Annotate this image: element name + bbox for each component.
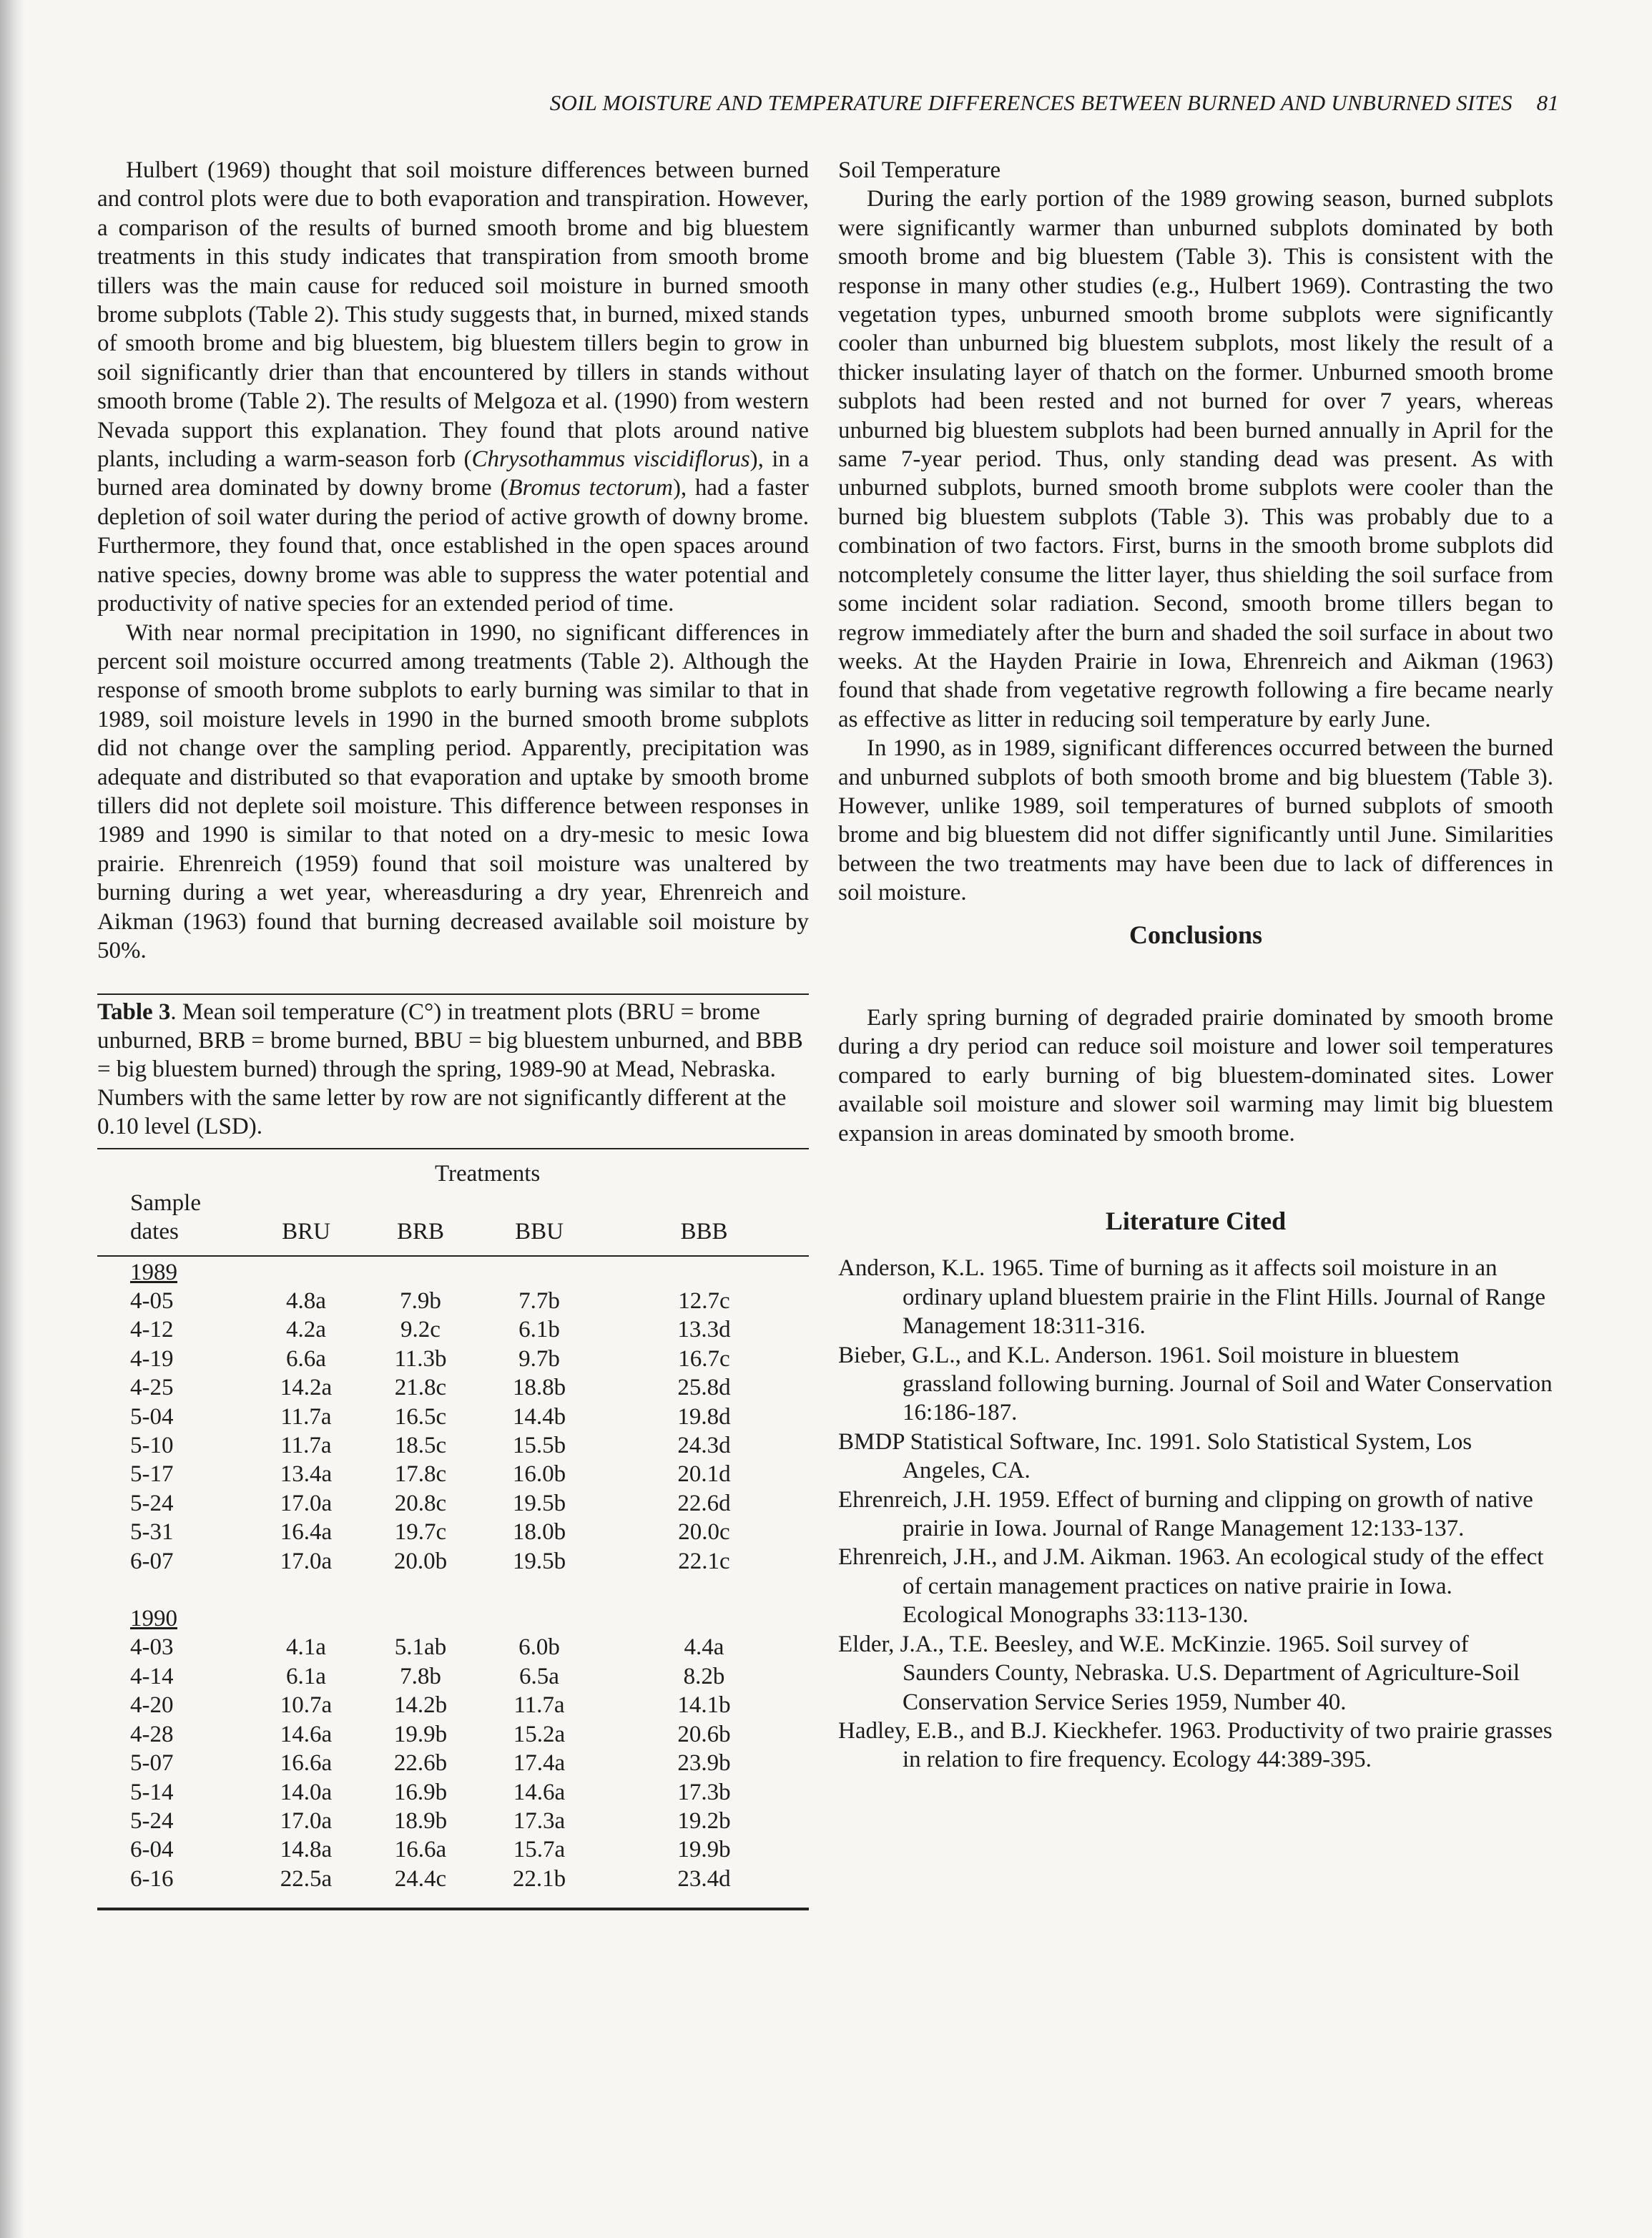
sample-date-cell: 4-14 [130, 1663, 174, 1689]
temperature-cell: 22.1c [678, 1548, 730, 1574]
temperature-cell: 20.6b [677, 1721, 731, 1747]
temperature-cell: 6.5a [519, 1663, 559, 1689]
temperature-cell: 13.4a [280, 1461, 333, 1488]
sample-date-cell: 5-24 [130, 1807, 174, 1834]
sample-date-cell: 5-07 [130, 1750, 174, 1777]
left-column [97, 156, 809, 1910]
temperature-cell: 12.7c [678, 1288, 730, 1314]
temperature-cell: 13.3d [677, 1317, 731, 1343]
temperature-cell: 11.7a [280, 1403, 332, 1430]
year-1989-label: 1989 [130, 1259, 177, 1285]
temperature-cell: 14.1b [677, 1692, 731, 1719]
temperature-cell: 14.4b [512, 1403, 566, 1430]
temperature-cell: 14.6a [513, 1779, 566, 1805]
sample-date-cell: 5-14 [130, 1779, 174, 1805]
table-3 [97, 1149, 809, 1908]
sample-date-cell: 4-19 [130, 1345, 174, 1372]
left-paragraph-2: With near normal precipitation in 1990, no significant differences in percent soil moisture occurred among treatments (Table 2). Although the response of smooth brome subplots to early burning was similar to that in 1989, soil moisture levels in 1990 in the burned smooth brome subplots did not change over the sampling period. Apparently, precipitation was adequate and distributed so that evaporation and uptake by smooth brome tillers did not deplete soil moisture. This difference between responses in 1989 and 1990 is similar to that noted on a dry-mesic to mesic Iowa prairie. Ehrenreich (1959) found that soil moisture was unaltered by burning during a wet year, whereasduring a dry year, Ehrenreich and Aikman (1963) found that burning decreased available soil moisture by 50%. [97, 619, 809, 963]
col-header-bru: BRU [282, 1219, 330, 1245]
page-number: 81 [1536, 90, 1559, 115]
temperature-cell: 11.7a [280, 1433, 332, 1459]
temperature-cell: 18.8b [512, 1375, 566, 1401]
temperature-cell: 9.2c [400, 1317, 441, 1343]
sample-date-cell: 5-17 [130, 1461, 174, 1488]
temperature-cell: 22.6d [677, 1490, 731, 1516]
temperature-cell: 16.5c [394, 1403, 447, 1430]
temperature-cell: 6.1b [518, 1317, 560, 1343]
table-row [97, 1720, 809, 1749]
temperature-cell: 19.2b [677, 1807, 731, 1834]
temperature-cell: 10.7a [280, 1692, 333, 1719]
col-header-brb: BRB [396, 1219, 445, 1245]
temperature-cell: 18.0b [512, 1519, 566, 1546]
temperature-cell: 7.8b [400, 1663, 441, 1689]
reference-item: Hadley, E.B., and B.J. Kieckhefer. 1963. Productivity of two prairie grasses in relation to fire frequency. Ecology 44:389-395. [838, 1717, 1553, 1773]
temperature-cell: 8.2b [683, 1663, 725, 1689]
table-row [97, 1865, 809, 1893]
sample-date-cell: 6-07 [130, 1548, 174, 1574]
temperature-cell: 19.5b [512, 1490, 566, 1516]
running-title: SOIL MOISTURE AND TEMPERATURE DIFFERENCES BETWEEN BURNED AND UNBURNED SITES [549, 90, 1513, 115]
sample-date-cell: 4-20 [130, 1692, 174, 1719]
year-1990-label: 1990 [130, 1606, 177, 1632]
conclusions-paragraph: Early spring burning of degraded prairie dominated by smooth brome during a dry period can reduce soil moisture and lower soil temperatures compared to early burning of big bluestem-dominated sites. Lower available soil moisture and slower soil warming may limit big bluestem expansion in areas dominated by smooth brome. [838, 1004, 1553, 1147]
temperature-cell: 18.9b [393, 1807, 448, 1834]
sample-date-cell: 6-16 [130, 1865, 174, 1892]
table-row [97, 1460, 809, 1488]
sample-date-cell: 5-04 [130, 1403, 174, 1430]
stub-header-1: Sample [130, 1189, 201, 1216]
sample-date-cell: 6-04 [130, 1837, 174, 1863]
reference-item: Bieber, G.L., and K.L. Anderson. 1961. Soil moisture in bluestem grassland following burning. Journal of Soil and Water Conservation 16:186-187. [838, 1342, 1553, 1426]
temperature-cell: 21.8c [394, 1375, 447, 1401]
conclusions-heading: Conclusions [1129, 920, 1263, 949]
temperature-cell: 4.1a [286, 1634, 326, 1661]
reference-item: Ehrenreich, J.H., and J.M. Aikman. 1963. An ecological study of the effect of certain management practices on native prairie in Iowa. Ecological Monographs 33:113-130. [838, 1544, 1544, 1629]
temperature-cell: 4.8a [286, 1288, 326, 1314]
temperature-cell: 16.6a [280, 1750, 333, 1777]
temperature-cell: 19.7c [394, 1519, 447, 1546]
temperature-cell: 20.0b [393, 1548, 448, 1574]
temperature-cell: 24.3d [677, 1433, 731, 1459]
temperature-cell: 14.2b [393, 1692, 448, 1719]
col-header-bbb: BBB [680, 1219, 728, 1245]
temperature-cell: 5.1ab [394, 1634, 447, 1661]
temperature-cell: 14.8a [280, 1837, 333, 1863]
table-row [97, 1662, 809, 1691]
table-row [97, 1749, 809, 1777]
table-row [97, 1835, 809, 1864]
temperature-cell: 17.3b [677, 1779, 731, 1805]
table-caption: Table 3. Mean soil temperature (C°) in treatment plots (BRU = brome unburned, BRB = brome burned, BBU = big bluestem unburned, and BBB = big bluestem burned) through the spring, 1989-90 at Mead, Nebraska. Numbers with the same letter by row are not significantly different at the 0.10 level (LSD). [97, 999, 803, 1140]
temperature-cell: 15.2a [513, 1721, 566, 1747]
temperature-cell: 19.5b [512, 1548, 566, 1574]
sample-date-cell: 4-12 [130, 1317, 174, 1343]
temperature-cell: 17.8c [394, 1461, 447, 1488]
temperature-cell: 19.9b [393, 1721, 448, 1747]
table-row [97, 1403, 809, 1431]
table-row [97, 1633, 809, 1662]
temperature-cell: 6.0b [518, 1634, 560, 1661]
running-header [443, 90, 1559, 116]
table-row [97, 1547, 809, 1576]
temperature-cell: 6.1a [286, 1663, 326, 1689]
temperature-cell: 20.0c [678, 1519, 730, 1546]
reference-item: Elder, J.A., T.E. Beesley, and W.E. McKinzie. 1965. Soil survey of Saunders County, Nebraska. U.S. Department of Agriculture-Soil Conservation Service Series 1959, Number 40. [838, 1631, 1520, 1715]
soil-temperature-heading: Soil Temperature [838, 157, 1001, 183]
temperature-cell: 16.9b [393, 1779, 448, 1805]
table-row [97, 1431, 809, 1460]
temperature-cell: 20.8c [394, 1490, 447, 1516]
temperature-cell: 23.4d [677, 1865, 731, 1892]
temperature-cell: 17.0a [280, 1807, 333, 1834]
table-row [97, 1778, 809, 1807]
right-paragraph-2: In 1990, as in 1989, significant differences occurred between the burned and unburned subplots of both smooth brome and big bluestem (Table 3). However, unlike 1989, soil temperatures of burned subplots of smooth brome and big bluestem did not differ significantly until June. Similarities between the two treatments may have been due to lack of differences in soil moisture. [838, 735, 1553, 906]
binding-shadow [0, 0, 24, 2238]
temperature-cell: 14.6a [280, 1721, 333, 1747]
temperature-cell: 22.1b [512, 1865, 566, 1892]
temperature-cell: 24.4c [394, 1865, 447, 1892]
table-row [97, 1691, 809, 1719]
reference-item: BMDP Statistical Software, Inc. 1991. Solo Statistical System, Los Angeles, CA. [838, 1428, 1472, 1484]
sample-date-cell: 4-28 [130, 1721, 174, 1747]
table-top-rule [97, 993, 809, 995]
temperature-cell: 23.9b [677, 1750, 731, 1777]
temperature-cell: 14.2a [280, 1375, 333, 1401]
temperature-cell: 15.5b [512, 1433, 566, 1459]
right-paragraph-1: During the early portion of the 1989 growing season, burned subplots were significantly warmer than unburned subplots dominated by both smooth brome and big bluestem (Table 3). This is consistent with the response in many other studies (e.g., Hulbert 1969). Contrasting the two vegetation types, unburned smooth brome subplots were significantly cooler than unburned big bluestem subplots, most likely the result of a thicker insulating layer of thatch on the former. Unburned smooth brome subplots had been rested and not burned for over 7 years, whereas unburned big bluestem subplots had been burned annually in April for the same 7-year period. Thus, only standing dead was present. As with unburned subplots, burned smooth brome subplots were cooler than the burned big bluestem subplots (Table 3). This was probably due to a combination of two factors. First, burns in the smooth brome subplots did notcompletely consume the litter layer, thus shielding the soil surface from some incident solar radiation. Second, smooth brome tillers began to regrow immediately after the burn and shaded the soil surface in about two weeks. At the Hayden Prairie in Iowa, Ehrenreich and Aikman (1963) found that shade from vegetative regrowth following a fire became nearly as effective as litter in reducing soil temperature by early June. [838, 186, 1553, 732]
temperature-cell: 16.0b [512, 1461, 566, 1488]
treatments-header: Treatments [435, 1161, 541, 1187]
literature-cited-heading: Literature Cited [1105, 1207, 1287, 1235]
temperature-cell: 17.0a [280, 1490, 333, 1516]
sample-date-cell: 5-24 [130, 1490, 174, 1516]
sample-date-cell: 4-05 [130, 1288, 174, 1314]
table-row [97, 1287, 809, 1315]
table-label: Table 3 [97, 999, 171, 1026]
temperature-cell: 11.3b [394, 1345, 447, 1372]
temperature-cell: 16.4a [280, 1519, 333, 1546]
temperature-cell: 6.6a [286, 1345, 326, 1372]
temperature-cell: 17.3a [513, 1807, 566, 1834]
reference-item: Ehrenreich, J.H. 1959. Effect of burning and clipping on growth of native prairie in Iowa. Journal of Range Management 12:133-137. [838, 1486, 1533, 1542]
col-header-bbu: BBU [515, 1219, 564, 1245]
table-row [97, 1807, 809, 1835]
table-bottom-rule [97, 1908, 809, 1910]
temperature-cell: 7.7b [518, 1288, 560, 1314]
sample-date-cell: 5-31 [130, 1519, 174, 1546]
table-row [97, 1315, 809, 1344]
temperature-cell: 11.7a [513, 1692, 565, 1719]
temperature-cell: 16.7c [678, 1345, 730, 1372]
temperature-cell: 18.5c [394, 1433, 447, 1459]
sample-date-cell: 5-10 [130, 1433, 174, 1459]
sample-date-cell: 4-25 [130, 1375, 174, 1401]
right-column [838, 156, 1553, 1775]
temperature-cell: 14.0a [280, 1779, 333, 1805]
temperature-cell: 4.2a [286, 1317, 326, 1343]
table-row [97, 1345, 809, 1373]
table-row [97, 1518, 809, 1546]
temperature-cell: 7.9b [400, 1288, 441, 1314]
stub-header-2: dates [130, 1219, 179, 1245]
temperature-cell: 17.4a [513, 1750, 566, 1777]
temperature-cell: 19.8d [677, 1403, 731, 1430]
temperature-cell: 9.7b [518, 1345, 560, 1372]
sample-date-cell: 4-03 [130, 1634, 174, 1661]
reference-list [838, 1254, 1553, 1774]
temperature-cell: 22.6b [393, 1750, 448, 1777]
temperature-cell: 4.4a [684, 1634, 724, 1661]
reference-item: Anderson, K.L. 1965. Time of burning as it affects soil moisture in an ordinary upland bluestem prairie in the Flint Hills. Journal of Range Management 18:311-316. [838, 1255, 1546, 1340]
table-row [97, 1489, 809, 1518]
temperature-cell: 22.5a [280, 1865, 333, 1892]
temperature-cell: 17.0a [280, 1548, 333, 1574]
temperature-cell: 15.7a [513, 1837, 566, 1863]
temperature-cell: 19.9b [677, 1837, 731, 1863]
table-row [97, 1373, 809, 1402]
left-paragraph-1: Hulbert (1969) thought that soil moisture differences between burned and control plots were due to both evaporation and transpiration. However, a comparison of the results of burned smooth brome and big bluestem treatments in this study indicates that transpiration from smooth brome tillers was the main cause for reduced soil moisture in burned smooth brome subplots (Table 2). This study suggests that, in burned, mixed stands of smooth brome and big bluestem, big bluestem tillers begin to grow in soil significantly drier than that encountered by tillers in stands without smooth brome (Table 2). The results of Melgoza et al. (1990) from western Nevada support this explanation. They found that plots around native plants, including a warm-season forb (Chrysothammus viscidiflorus), in a burned area dominated by downy brome (Bromus tectorum), had a faster depletion of soil water during the period of active growth of downy brome. Furthermore, they found that, once established in the open spaces around native species, downy brome was able to suppress the water potential and productivity of native species for an extended period of time. [97, 157, 809, 617]
temperature-cell: 16.6a [394, 1837, 447, 1863]
temperature-cell: 20.1d [677, 1461, 731, 1488]
temperature-cell: 25.8d [677, 1375, 731, 1401]
